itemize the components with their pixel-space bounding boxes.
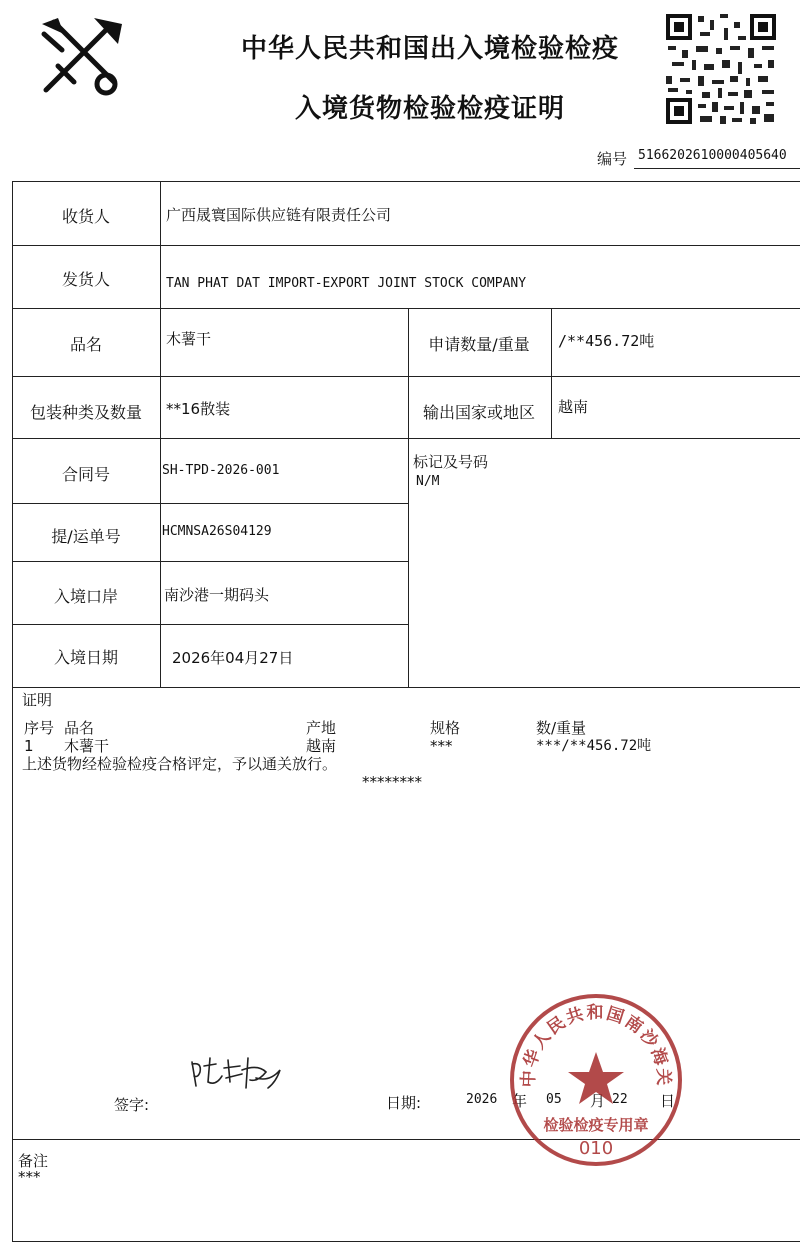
rule (13, 308, 800, 309)
document-title-line1: 中华人民共和国出入境检验检疫 (240, 34, 619, 64)
rule (13, 687, 800, 688)
svg-text:中华人民共和国南沙海关: 中华人民共和国南沙海关 (518, 1003, 674, 1088)
certificate-statement: 上述货物经检验检疫合格评定，予以通关放行。 (22, 755, 338, 773)
product-value: 木薯干 (166, 330, 212, 348)
entry-port-value: 南沙港一期码头 (164, 586, 270, 604)
rule (13, 376, 800, 377)
row-origin: 越南 (306, 737, 337, 755)
official-seal-stamp (506, 990, 686, 1170)
entry-date-value: 2026年04月27日 (172, 649, 294, 667)
rule (13, 438, 800, 439)
qr-code-icon (664, 12, 778, 126)
remarks-label: 备注 (18, 1152, 49, 1170)
rule (160, 182, 161, 687)
consignor-value: TAN PHAT DAT IMPORT-EXPORT JOINT STOCK COMPANY (166, 276, 527, 291)
entry-date-label: 入境日期 (53, 648, 118, 667)
quantity-value: /**456.72吨 (558, 332, 655, 350)
contract-label: 合同号 (61, 465, 110, 484)
origin-country-value: 越南 (558, 398, 589, 416)
bill-of-lading-label: 提/运单号 (51, 527, 121, 546)
handwritten-signature (186, 1052, 286, 1096)
consignee-label: 收货人 (61, 207, 110, 226)
date-label: 日期: (386, 1094, 422, 1112)
rule (13, 561, 408, 562)
certificate-stars: ******** (362, 773, 422, 791)
svg-text:010: 010 (578, 1138, 614, 1159)
quantity-label: 申请数量/重量 (428, 335, 530, 354)
date-year-unit: 年 (512, 1092, 528, 1110)
rule (13, 624, 408, 625)
package-value: **16散装 (166, 400, 231, 418)
row-name: 木薯干 (64, 737, 110, 755)
column-header-no: 序号 (24, 719, 55, 737)
remarks-value: *** (18, 1168, 41, 1186)
marks-label: 标记及号码 (413, 453, 489, 471)
date-month: 05 (546, 1092, 562, 1107)
row-qty: ***/**456.72吨 (536, 738, 652, 754)
marks-value: N/M (416, 474, 440, 489)
rule (13, 245, 800, 246)
package-label: 包装种类及数量 (29, 403, 142, 422)
rule (551, 308, 552, 438)
signature-label: 签字: (114, 1096, 150, 1114)
serial-number-label: 编号 (597, 150, 628, 168)
rule (13, 503, 408, 504)
bill-of-lading-value: HCMNSA26S04129 (162, 524, 272, 539)
column-header-spec: 规格 (430, 719, 461, 737)
rule (408, 308, 409, 687)
certificate-heading: 证明 (22, 691, 53, 709)
column-header-qty: 数/重量 (536, 719, 587, 737)
product-label: 品名 (69, 335, 102, 354)
origin-country-label: 输出国家或地区 (422, 403, 535, 422)
svg-text:检验检疫专用章: 检验检疫专用章 (543, 1116, 649, 1134)
entry-port-label: 入境口岸 (53, 587, 118, 606)
row-no: 1 (24, 737, 34, 755)
date-day-unit: 日 (660, 1092, 676, 1110)
serial-number-value: 5166202610000405640 (638, 148, 787, 163)
serial-underline (634, 168, 800, 169)
consignee-value: 广西晟寰国际供应链有限责任公司 (166, 206, 392, 224)
column-header-origin: 产地 (306, 719, 337, 737)
date-month-unit: 月 (590, 1092, 606, 1110)
customs-emblem-icon (34, 14, 130, 100)
consignor-label: 发货人 (61, 270, 110, 289)
date-day: 22 (612, 1092, 628, 1107)
contract-value: SH-TPD-2026-001 (162, 463, 280, 478)
row-spec: *** (430, 737, 453, 755)
column-header-name: 品名 (64, 719, 95, 737)
document-title-line2: 入境货物检验检疫证明 (294, 94, 565, 124)
date-year: 2026 (466, 1092, 498, 1107)
